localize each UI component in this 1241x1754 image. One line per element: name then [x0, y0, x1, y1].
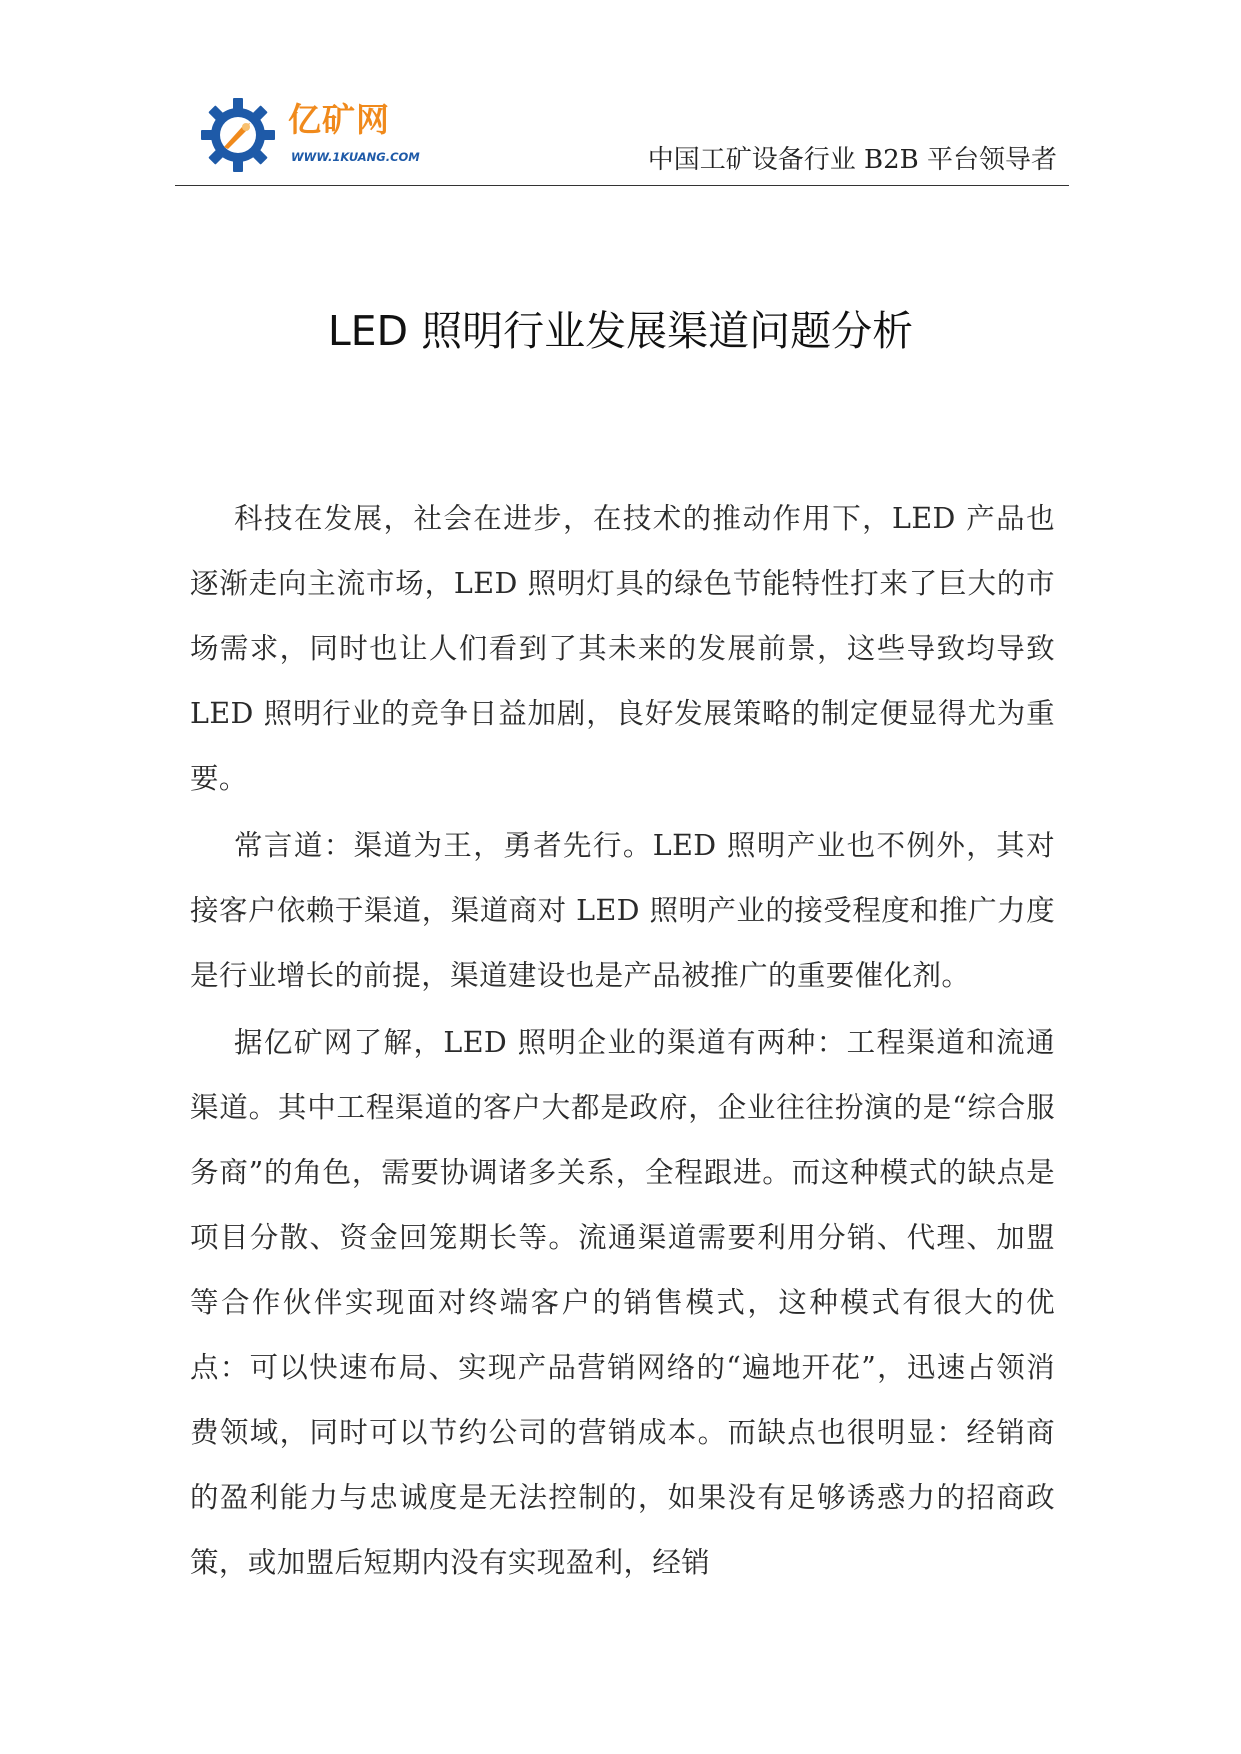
page-header [175, 85, 1069, 185]
paragraph: 常言道：渠道为王，勇者先行。LED 照明产业也不例外，其对接客户依赖于渠道，渠道商对 LED 照明产业的接受程度和推广力度是行业增长的前提，渠道建设也是产品被推广的重要催化剂。 [190, 829, 1055, 992]
header-tagline: 中国工矿设备行业 B2B 平台领导者 [647, 145, 1057, 175]
document-title: LED 照明行业发展渠道问题分析 [327, 307, 914, 355]
header-divider [175, 185, 1069, 186]
gear-icon [200, 97, 276, 173]
logo-wordmark: 亿矿网 [288, 100, 390, 139]
paragraph: 据亿矿网了解，LED 照明企业的渠道有两种：工程渠道和流通渠道。其中工程渠道的客户大都是政府，企业往往扮演的是“综合服务商”的角色，需要协调诸多关系，全程跟进。而这种模式的缺点是项目分散、资金回笼期长等。流通渠道需要利用分销、代理、加盟等合作伙伴实现面对终端客户的销售模式，这种模式有很大的优点：可以快速布局、实现产品营销网络的“遍地开花”，迅速占领消费领域，同时可以节约公司的营销成本。而缺点也很明显：经销商的盈利能力与忠诚度是无法控制的，如果没有足够诱惑力的招商政策，或加盟后短期内没有实现盈利，经销 [190, 1026, 1055, 1579]
logo-url: WWW.1KUANG.COM [291, 150, 420, 164]
document-body [190, 486, 1055, 1597]
paragraph: 科技在发展，社会在进步，在技术的推动作用下，LED 产品也逐渐走向主流市场，LED 照明灯具的绿色节能特性打来了巨大的市场需求，同时也让人们看到了其未来的发展前景，这些导致均导致 LED 照明行业的竞争日益加剧，良好发展策略的制定便显得尤为重要。 [190, 502, 1055, 795]
